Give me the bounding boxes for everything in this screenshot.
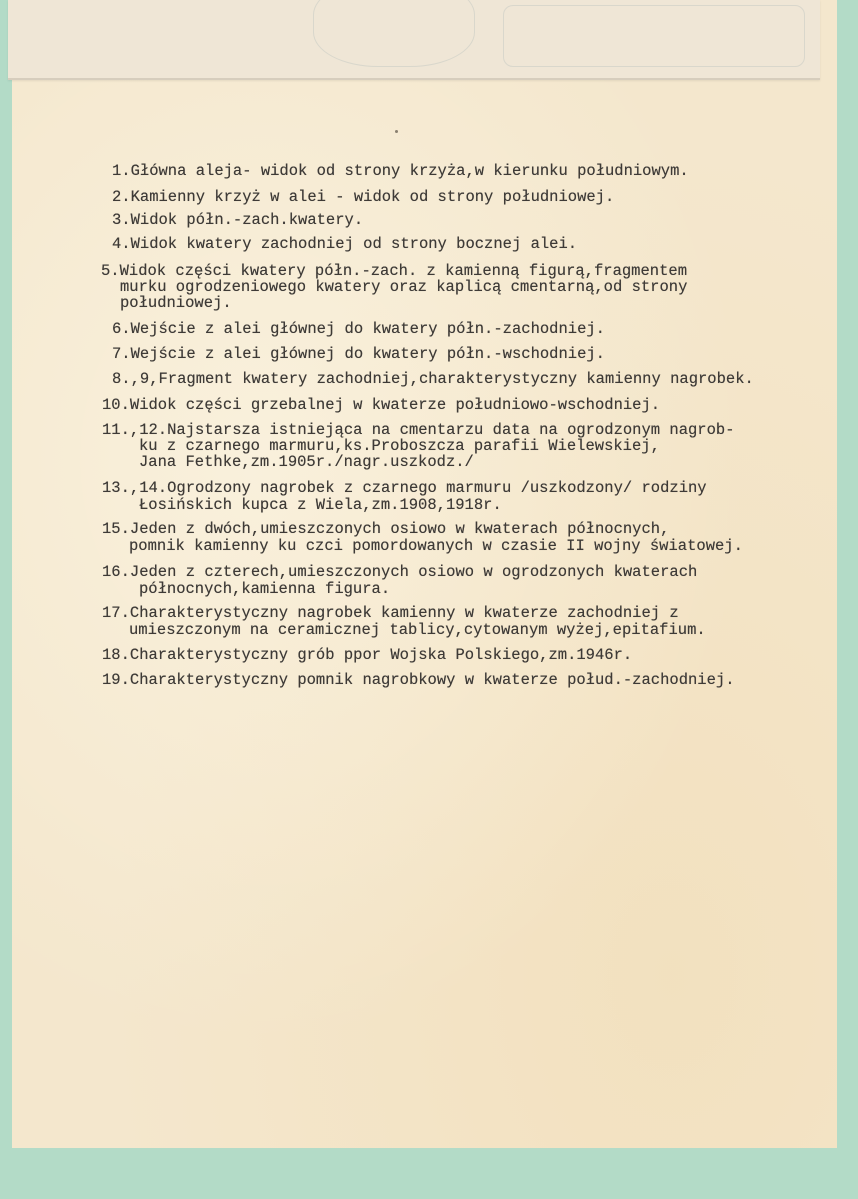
list-item-continuation: północnych,kamienna figura.: [139, 580, 391, 598]
list-item-continuation: Jana Fethke,zm.1905r./nagr.uszkodz./: [139, 453, 474, 471]
list-item: 16.Jeden z czterech,umieszczonych osiowo w ogrodzonych kwaterach: [102, 563, 698, 581]
list-item: 4.Widok kwatery zachodniej od strony bocznej alei.: [112, 235, 578, 253]
list-item-continuation: Łosińskich kupca z Wiela,zm.1908,1918r.: [139, 496, 502, 514]
list-item: 18.Charakterystyczny grób ppor Wojska Polskiego,zm.1946r.: [102, 646, 633, 664]
list-item-continuation: ku z czarnego marmuru,ks.Proboszcza parafii Wielewskiej,: [139, 437, 660, 455]
list-item: 15.Jeden z dwóch,umieszczonych osiowo w kwaterach północnych,: [102, 520, 670, 538]
overlapping-sheet-edge: [8, 0, 820, 80]
list-item: 13.,14.Ogrodzony nagrobek z czarnego marmuru /uszkodzony/ rodziny: [102, 479, 707, 497]
list-item: 6.Wejście z alei głównej do kwatery półn.-zachodniej.: [112, 320, 605, 338]
list-item-continuation: pomnik kamienny ku czci pomordowanych w czasie II wojny światowej.: [129, 537, 743, 555]
list-item: 8.,9,Fragment kwatery zachodniej,charakterystyczny kamienny nagrobek.: [112, 370, 754, 388]
list-item-continuation: umieszczonym na ceramicznej tablicy,cytowanym wyżej,epitafium.: [129, 621, 706, 639]
list-item: 3.Widok półn.-zach.kwatery.: [112, 211, 364, 229]
list-item: 7.Wejście z alei głównej do kwatery półn.-wschodniej.: [112, 345, 605, 363]
show-through-drawing: [313, 0, 475, 67]
list-item: 1.Główna aleja- widok od strony krzyża,w kierunku południowym.: [112, 162, 689, 180]
list-item: 19.Charakterystyczny pomnik nagrobkowy w kwaterze połud.-zachodniej.: [102, 671, 735, 689]
list-item: 2.Kamienny krzyż w alei - widok od strony południowej.: [112, 188, 615, 206]
show-through-drawing: [503, 5, 805, 67]
list-item: 5.Widok części kwatery półn.-zach. z kamienną figurą,fragmentem: [101, 262, 687, 280]
list-item: 10.Widok części grzebalnej w kwaterze południowo-wschodniej.: [102, 396, 661, 414]
list-item: 11.,12.Najstarsza istniejąca na cmentarzu data na ogrodzonym nagrob-: [102, 421, 735, 439]
list-item-continuation: południowej.: [120, 294, 232, 312]
ink-speck: [395, 130, 398, 133]
list-item-continuation: murku ogrodzeniowego kwatery oraz kaplicą cmentarną,od strony: [120, 278, 688, 296]
list-item: 17.Charakterystyczny nagrobek kamienny w kwaterze zachodniej z: [102, 604, 679, 622]
